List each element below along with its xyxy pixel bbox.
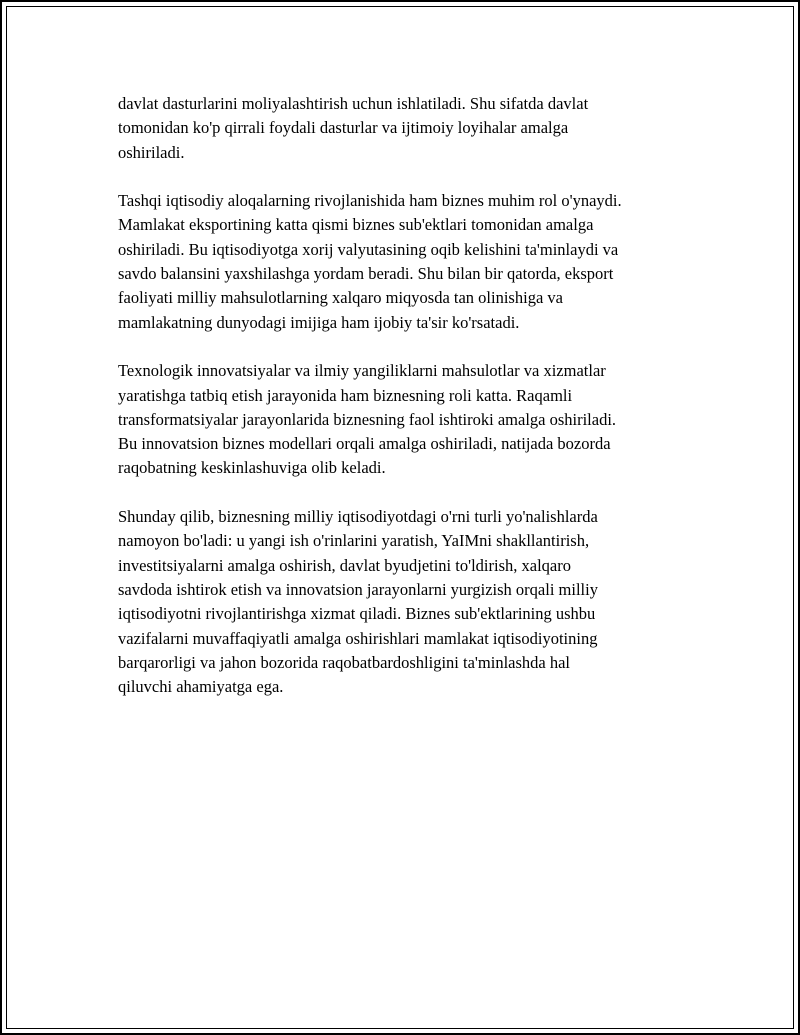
paragraph-foreign-economic-relations [118,189,718,335]
text-line: Bu innovatsion biznes modellari orqali amalga oshiriladi, natijada bozorda [118,434,611,454]
paragraph-technological-innovations [118,359,718,480]
paragraph-state-programs [118,92,718,165]
text-line: tomonidan ko'p qirrali foydali dasturlar va ijtimoiy loyihalar amalga [118,118,569,138]
text-line: Tashqi iqtisodiy aloqalarning rivojlanishida ham biznes muhim rol o'ynaydi. [118,191,622,211]
text-line: oshiriladi. Bu iqtisodiyotga xorij valyutasining oqib kelishini ta'minlaydi va [118,239,619,259]
text-line: savdo balansini yaxshilashga yordam beradi. Shu bilan bir qatorda, eksport [118,264,614,284]
text-line: transformatsiyalar jarayonlarida biznesning faol ishtiroki amalga oshiriladi. [118,409,617,429]
text-line: iqtisodiyotni rivojlantirishga xizmat qiladi. Biznes sub'ektlarining ushbu [118,604,596,624]
text-line: savdoda ishtirok etish va innovatsion jarayonlarni yurgizish orqali milliy [118,579,598,599]
text-line: qiluvchi ahamiyatga ega. [118,677,284,697]
text-line: Texnologik innovatsiyalar va ilmiy yangiliklarni mahsulotlar va xizmatlar [118,361,606,381]
document-body [118,92,718,724]
text-line: oshiriladi. [118,142,185,162]
text-line: faoliyati milliy mahsulotlarning xalqaro miqyosda tan olinishiga va [118,288,563,308]
text-line: investitsiyalarni amalga oshirish, davlat byudjetini to'ldirish, xalqaro [118,555,571,575]
text-line: namoyon bo'ladi: u yangi ish o'rinlarini yaratish, YaIMni shakllantirish, [118,531,590,551]
text-line: barqarorligi va jahon bozorida raqobatbardoshligini ta'minlashda hal [118,652,571,672]
text-line: vazifalarni muvaffaqiyatli amalga oshirishlari mamlakat iqtisodiyotining [118,628,598,648]
text-line: yaratishga tatbiq etish jarayonida ham biznesning roli katta. Raqamli [118,385,573,405]
text-line: raqobatning keskinlashuviga olib keladi. [118,458,386,478]
text-line: Mamlakat eksportining katta qismi biznes sub'ektlari tomonidan amalga [118,215,594,235]
text-line: davlat dasturlarini moliyalashtirish uchun ishlatiladi. Shu sifatda davlat [118,94,589,113]
text-line: Shunday qilib, biznesning milliy iqtisodiyotdagi o'rni turli yo'nalishlarda [118,507,598,527]
text-line: mamlakatning dunyodagi imijiga ham ijobiy ta'sir ko'rsatadi. [118,312,520,332]
paragraph-conclusion [118,505,718,699]
